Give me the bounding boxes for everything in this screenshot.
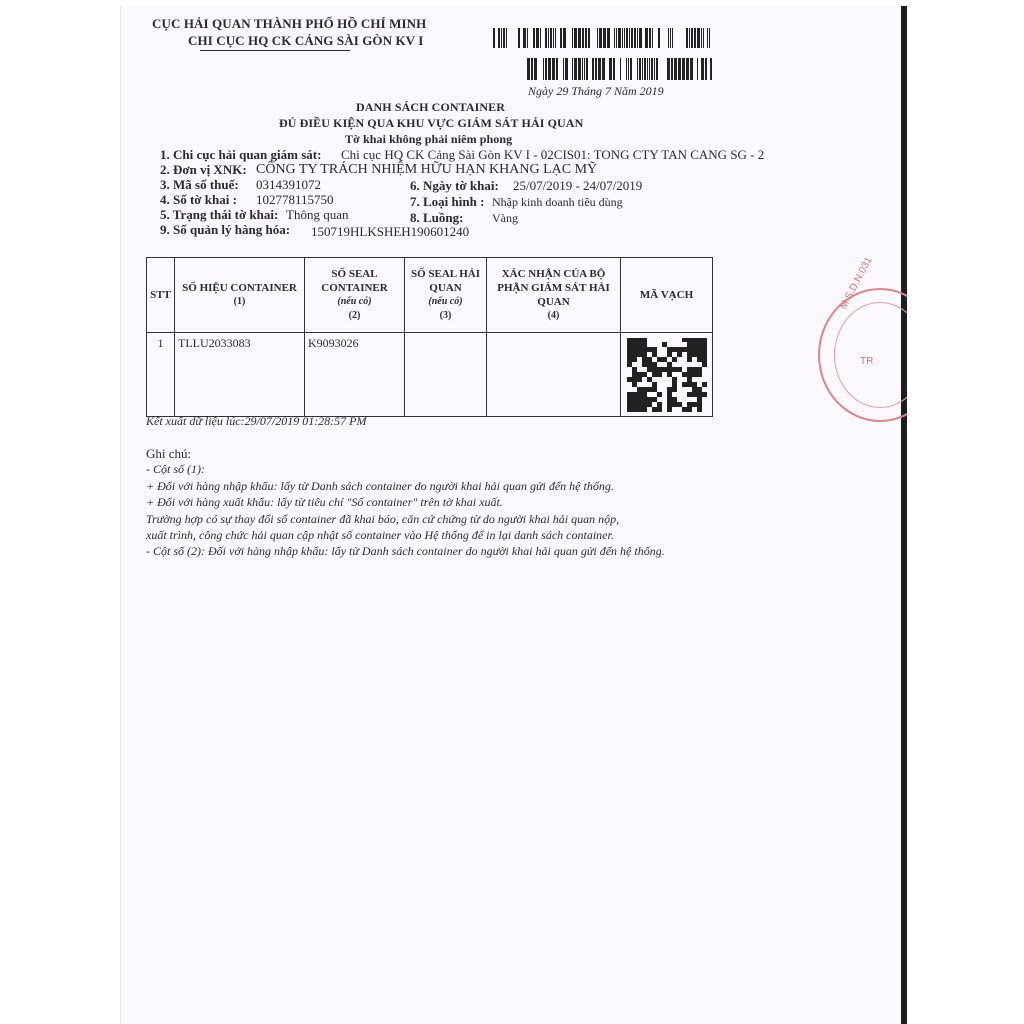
barcode-bar (572, 28, 573, 48)
header-seal-hq-note: (nếu có) (428, 296, 463, 307)
table-row (147, 333, 713, 417)
barcode-bar (651, 58, 653, 80)
barcode-bar (672, 28, 673, 48)
barcode-bar (705, 28, 706, 48)
barcode-bar (556, 58, 558, 80)
field-value-lane: Vàng (492, 211, 518, 225)
barcode-bar (609, 58, 612, 80)
barcode-bar (582, 58, 583, 80)
barcode-bar (616, 58, 619, 80)
barcode-bar (665, 28, 667, 48)
barcode-bar (574, 58, 577, 80)
barcode-bar (691, 28, 693, 48)
barcode-bar (697, 58, 698, 80)
barcode-bar (699, 58, 700, 80)
barcode-bar (707, 28, 708, 48)
barcode-bar (678, 58, 681, 80)
cell-qr (621, 333, 713, 417)
barcode-bar (589, 58, 591, 80)
barcode-bar (649, 28, 651, 48)
barcode-bar (561, 58, 562, 80)
title-line-1: DANH SÁCH CONTAINER (356, 100, 506, 114)
stamp-text-fragment: TR (860, 356, 874, 367)
barcode-bar (639, 58, 641, 80)
barcode-bar (616, 28, 617, 48)
header-confirm-sub: (4) (547, 310, 560, 321)
barcode-bar (630, 58, 632, 80)
agency-line-1: CỤC HẢI QUAN THÀNH PHỐ HỒ CHÍ MINH (152, 16, 427, 31)
note-line-5: xuất trình, công chức hải quan cập nhật số container vào Hệ thống để in lại danh sách container. (146, 528, 614, 542)
barcode-bar (592, 58, 594, 80)
page-margin-right (907, 0, 1024, 1024)
barcode-bar (686, 28, 688, 48)
barcode-bar (578, 58, 581, 80)
barcode-bar (541, 58, 542, 80)
barcode-bar (701, 58, 704, 80)
barcode-bar (618, 28, 621, 48)
cell-confirm (487, 333, 621, 417)
barcode-bar (606, 58, 608, 80)
barcode-bar (671, 58, 673, 80)
barcode-bar (553, 28, 554, 48)
barcode-bar (626, 58, 627, 80)
field-value-tax: 0314391072 (256, 177, 321, 192)
barcode-bar (611, 28, 613, 48)
header-seal-hq-label: SỐ SEAL HẢI QUAN (410, 268, 481, 294)
field-label-type: 7. Loại hình : (410, 194, 485, 209)
barcode-bar (652, 28, 653, 48)
barcode-bar (503, 28, 505, 48)
barcode-bar (602, 58, 605, 80)
header-confirm (487, 258, 621, 333)
barcode-bar (690, 58, 693, 80)
barcode-bar (563, 28, 566, 48)
barcode-bar (628, 58, 629, 80)
barcode-bar (548, 58, 551, 80)
barcode-bar (518, 28, 520, 48)
barcode-bar (639, 28, 642, 48)
document-date: Ngày 29 Tháng 7 Năm 2019 (528, 84, 664, 98)
stamp-text-tax-id: M.S.D.N:031 (838, 255, 875, 312)
barcode-bar (572, 58, 573, 80)
field-value-status: Thông quan (286, 207, 349, 222)
header-seal (305, 258, 405, 333)
title-line-3: Tờ khai không phải niêm phong (345, 132, 513, 146)
note-line-6: - Cột số (2): Đối với hàng nhập khẩu: lấy từ Danh sách container do người khai hải quan gửi đến hệ thống. (146, 544, 665, 558)
barcode-bar (686, 58, 689, 80)
barcode-bar (538, 58, 540, 80)
barcode-bar (569, 58, 571, 80)
field-label-cargo: 9. Số quản lý hàng hóa: (160, 222, 291, 237)
barcode-bar (584, 58, 585, 80)
barcode-bar (710, 58, 712, 80)
barcode-bar (593, 28, 596, 48)
cell-container: TLLU2033083 (175, 333, 305, 417)
barcode-bar (620, 58, 621, 80)
barcode-bar (588, 28, 590, 48)
barcode-bar (531, 58, 533, 80)
cell-seal-hq (405, 333, 487, 417)
barcode-bar (642, 58, 643, 80)
export-timestamp: Kết xuất dữ liệu lúc:29/07/2019 01:28:57 PM (146, 414, 367, 428)
field-value-cargo: 150719HLKSHEH190601240 (311, 224, 470, 239)
barcode-bar (536, 28, 539, 48)
barcode-bar (667, 58, 670, 80)
barcode-bar (624, 28, 625, 48)
barcode-bar (656, 28, 657, 48)
header-seal-label: SỐ SEAL CONTAINER (321, 268, 388, 294)
header-seal-note: (nếu có) (337, 296, 372, 307)
qr-code (627, 338, 707, 412)
barcode-bar (585, 28, 587, 48)
header-seal-sub: (2) (348, 310, 361, 321)
barcode-bar (703, 28, 704, 48)
barcode-bar (567, 28, 568, 48)
note-line-1: - Cột số (1): (146, 462, 205, 476)
barcode-bar (613, 58, 615, 80)
barcode-bar (578, 28, 581, 48)
barcode-bar (694, 58, 696, 80)
barcode-bar (545, 58, 547, 80)
cell-stt: 1 (147, 333, 175, 417)
header-stt: STT (147, 258, 175, 333)
field-label-tax: 3. Mã số thuế: (160, 177, 239, 192)
barcode-bar (555, 28, 556, 48)
barcode-bar (501, 28, 502, 48)
barcode-bar (603, 28, 606, 48)
barcode-bar (683, 28, 685, 48)
barcode-bar (658, 28, 660, 48)
barcode-bar (534, 58, 537, 80)
barcode-bar (569, 28, 571, 48)
barcode-bar (633, 58, 636, 80)
barcode-bar (645, 28, 648, 48)
barcode-bar (565, 58, 568, 80)
barcode-bar (709, 28, 710, 48)
barcode-bar (680, 28, 682, 48)
barcode-bar (626, 28, 628, 48)
barcode-bar (607, 28, 610, 48)
field-label-customs: 1. Chi cục hải quan giám sát: (160, 147, 322, 162)
field-label-declaration: 4. Số tờ khai : (160, 192, 237, 207)
barcode-bar (591, 28, 592, 48)
barcode-bar (637, 28, 638, 48)
note-line-4: Trường hợp có sự thay đổi số container đã khai báo, căn cứ chứng từ do người khai hải quan nộp, (146, 512, 620, 526)
barcode-bar (527, 28, 528, 48)
barcode-bar (582, 28, 584, 48)
barcode-bar (586, 58, 588, 80)
container-table (146, 257, 713, 417)
barcode-bar (665, 58, 666, 80)
barcode-bar (599, 28, 602, 48)
cell-seal: K9093026 (305, 333, 405, 417)
barcode-bar (496, 28, 497, 48)
barcode-bar (622, 58, 625, 80)
barcode-bar (682, 58, 685, 80)
notes-title: Ghi chú: (146, 446, 192, 461)
field-value-type: Nhập kinh doanh tiêu dùng (492, 195, 623, 209)
barcode-bar (508, 28, 510, 48)
barcode-bar (527, 58, 530, 80)
qr-module (702, 407, 707, 412)
barcode-bar (506, 28, 507, 48)
barcode-bar (674, 58, 677, 80)
field-value-company: CÔNG TY TRÁCH NHIỆM HỮU HẠN KHANG LẠC MỸ (256, 162, 598, 177)
barcode-bar (545, 28, 547, 48)
barcode-bar (644, 58, 646, 80)
barcode-bar (643, 28, 644, 48)
barcode-bar (563, 58, 564, 80)
barcode-bar (557, 28, 559, 48)
barcode-bar (540, 28, 541, 48)
title-line-2: ĐỦ ĐIỀU KIỆN QUA KHU VỰC GIÁM SÁT HẢI QUAN (279, 116, 584, 130)
header-container-label: SỐ HIỆU CONTAINER (182, 282, 297, 294)
field-value-customs: Chi cục HQ CK Cảng Sài Gòn KV I - 02CIS01: TONG CTY TAN CANG SG - 2 (341, 147, 765, 162)
barcode-bar (656, 58, 658, 80)
barcode-bar (622, 28, 623, 48)
note-line-2: + Đối với hàng nhập khẩu: lấy từ Danh sách container do người khai hải quan gửi đến hệ thống. (146, 479, 614, 493)
barcode-bar (493, 28, 495, 48)
barcode-bar (511, 28, 513, 48)
barcode-bar (559, 58, 560, 80)
barcode-bar (659, 58, 661, 80)
barcode-bar (661, 28, 664, 48)
barcode-bar (523, 28, 526, 48)
barcode-bar (498, 28, 500, 48)
barcode-bar (674, 28, 677, 48)
barcode-bar (597, 28, 598, 48)
barcode-bar (543, 58, 544, 80)
header-container (175, 258, 305, 333)
barcode-bar (634, 28, 636, 48)
field-label-status: 5. Trạng thái tờ khai: (160, 207, 279, 222)
barcode-bar (694, 28, 696, 48)
agency-line-2: CHI CỤC HQ CK CẢNG SÀI GÒN KV I (188, 33, 424, 48)
field-label-lane: 8. Luồng: (410, 210, 464, 225)
barcode-bar (678, 28, 679, 48)
barcode-bar (521, 28, 522, 48)
table-header-row (147, 258, 713, 333)
field-label-company: 2. Đơn vị XNK: (160, 162, 247, 177)
field-value-declaration: 102778115750 (256, 192, 334, 207)
barcode-bar (560, 28, 562, 48)
header-container-sub: (1) (233, 296, 246, 307)
barcode-bar (550, 28, 552, 48)
barcode-bar (542, 28, 544, 48)
barcode-second (527, 58, 712, 80)
barcode-bar (598, 58, 601, 80)
note-line-3: + Đối với hàng xuất khẩu: lấy từ tiêu chí "Số container" trên tờ khai xuất. (146, 495, 503, 509)
barcode-bar (670, 28, 671, 48)
barcode-bar (595, 58, 597, 80)
barcode-bar (631, 28, 633, 48)
barcode-bar (697, 28, 700, 48)
header-seal-hq (405, 258, 487, 333)
barcode-bar (649, 58, 650, 80)
barcode-bar (614, 28, 615, 48)
header-barcode: MÃ VẠCH (621, 258, 713, 333)
barcode-bar (533, 28, 535, 48)
barcode-bar (701, 28, 702, 48)
barcode-bar (705, 58, 707, 80)
barcode-bar (637, 58, 638, 80)
barcode-bar (529, 28, 532, 48)
header-underline (200, 50, 350, 51)
header-confirm-label: XÁC NHẬN CỦA BỘ PHẬN GIÁM SÁT HẢI QUAN (497, 268, 610, 308)
barcode-bar (668, 28, 669, 48)
barcode-bar (574, 28, 577, 48)
barcode-top (493, 28, 710, 48)
barcode-bar (647, 58, 648, 80)
header-seal-hq-sub: (3) (439, 310, 452, 321)
barcode-bar (654, 58, 655, 80)
barcode-bar (689, 28, 690, 48)
barcode-bar (629, 28, 630, 48)
barcode-bar (662, 58, 664, 80)
barcode-bar (548, 28, 549, 48)
barcode-bar (708, 58, 709, 80)
barcode-bar (514, 28, 517, 48)
field-value-date: 25/07/2019 - 24/07/2019 (513, 178, 643, 193)
field-label-date: 6. Ngày tờ khai: (410, 178, 499, 193)
barcode-bar (552, 58, 555, 80)
barcode-bar (654, 28, 655, 48)
